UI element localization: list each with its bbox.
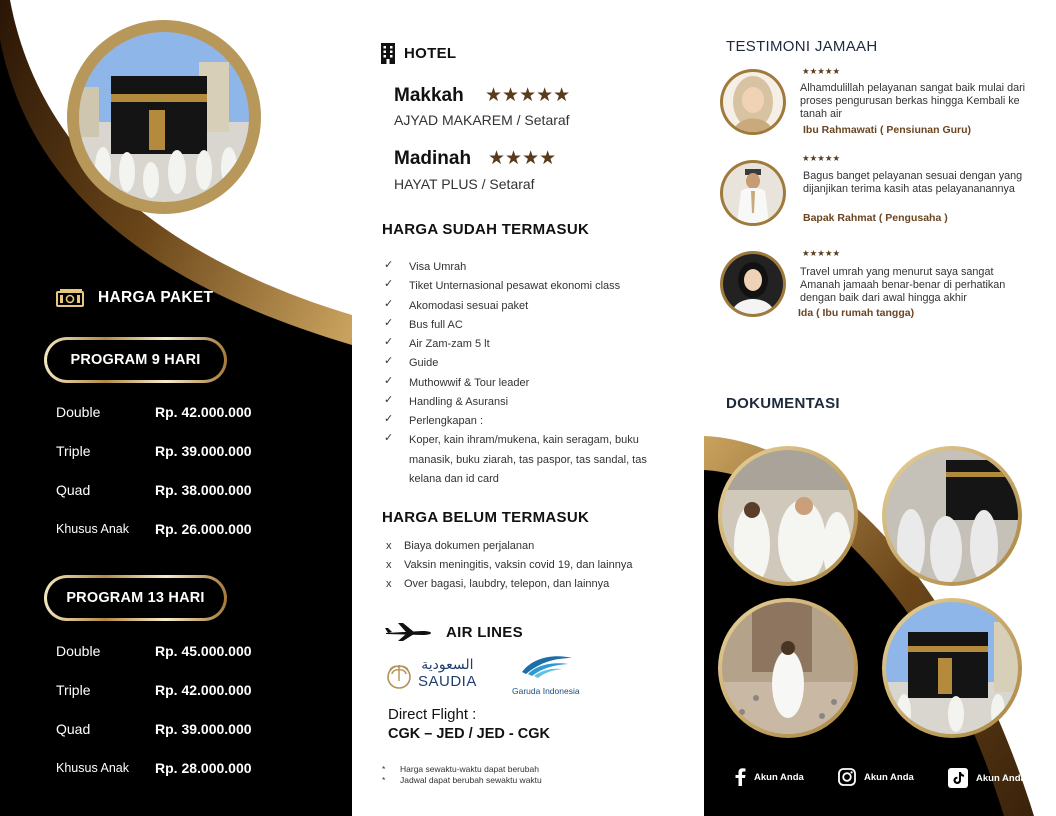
testimoni-text: Alhamdulillah pelayanan sangat baik mulai dari proses pengurusan berkas hingga Kembali ke tanah air — [800, 82, 1026, 120]
airlines-title: AIR LINES — [446, 623, 523, 641]
rating-stars: ★★★★★ — [802, 67, 841, 77]
social-label: Akun Anda — [864, 771, 914, 783]
program-9-badge — [44, 337, 227, 383]
price-row — [56, 641, 316, 661]
room-price: Rp. 39.000.000 — [155, 443, 252, 459]
check-icon: ✓ — [384, 413, 394, 425]
price-row — [56, 758, 316, 778]
testimoni-text: Travel umrah yang menurut saya sangat Amanah jamaah benar-benar di perhatikan dengan baik dari awal hingga akhir — [800, 266, 1006, 304]
avatar — [720, 160, 786, 226]
building-icon — [380, 42, 396, 64]
price-row — [56, 680, 316, 700]
saudia-logo — [386, 658, 477, 690]
room-type: Khusus Anak — [56, 522, 129, 536]
avatar — [720, 251, 786, 317]
room-price: Rp. 45.000.000 — [155, 643, 252, 659]
room-type: Double — [56, 643, 101, 659]
garuda-bird-icon — [516, 652, 576, 682]
testimoni-author: Bapak Rahmat ( Pengusaha ) — [803, 212, 948, 224]
tiktok-icon — [948, 768, 968, 788]
room-price: Rp. 26.000.000 — [155, 521, 252, 537]
price-row — [56, 480, 316, 500]
x-icon: x — [386, 559, 392, 571]
hotel-name: AJYAD MAKAREM / Setaraf — [394, 112, 570, 128]
hotel-stars: ★★★★ — [488, 147, 557, 169]
check-icon: ✓ — [384, 278, 394, 290]
airlines-heading — [384, 622, 523, 642]
hotel-heading — [380, 42, 456, 64]
room-type: Triple — [56, 443, 91, 459]
garuda-logo — [512, 652, 580, 696]
room-price: Rp. 38.000.000 — [155, 482, 252, 498]
social-label: Akun Anda — [754, 771, 804, 783]
rating-stars: ★★★★★ — [802, 154, 841, 164]
room-type: Quad — [56, 482, 91, 498]
check-icon: ✓ — [384, 375, 394, 387]
harga-paket-title: HARGA PAKET — [98, 289, 214, 306]
price-row — [56, 402, 316, 422]
check-icon: ✓ — [384, 394, 394, 406]
middle-panel: HOTEL Makkah ★★★★★ AJYAD MAKAREM / Setaraf Madinah ★★★★ HAYAT PLUS / Setaraf HARGA SUDAH TERMASUK ✓ Visa Umrah ✓ Tiket Unternasional pesawat ekonomi class ✓ Akomodasi sesuai paket ✓ Bus full AC ✓ Air Zam-zam 5 lt ✓ Guide ✓ Muthowwif & Tour leader ✓ Handling & Asuransi ✓ Perlengkapan : ✓ Koper, kain ihram/mukena, kain seragam, buku manasik, buku ziarah, tas paspor, tas sandal, tas kelana dan id card HARGA BELUM TERMASUK x Biaya dokumen perjalanan x Vaksin meningitis, vaksin covid 19, dan lainnya x Over bagasi, laubdry, telepon, dan lainnya AIR LINES السعودية SAUDIA Garuda Indonesia Direct Flight : CGK – JED / JED - CGK * Harga sewaktu-waktu dapat berubah * Jadwal dapat berubah sewaktu waktu — [352, 0, 704, 816]
social-tiktok[interactable] — [948, 768, 1026, 788]
documentation-photo — [882, 598, 1022, 738]
check-icon: ✓ — [384, 336, 394, 348]
room-price: Rp. 42.000.000 — [155, 404, 252, 420]
social-facebook[interactable] — [734, 768, 804, 786]
avatar — [720, 69, 786, 135]
room-price: Rp. 39.000.000 — [155, 721, 252, 737]
excluded-title: HARGA BELUM TERMASUK — [382, 509, 590, 526]
room-price: Rp. 42.000.000 — [155, 682, 252, 698]
check-icon: ✓ — [384, 259, 394, 271]
hotel-title: HOTEL — [404, 44, 457, 62]
note-line: * Jadwal dapat berubah sewaktu waktu — [382, 775, 542, 785]
social-label: Akun Anda — [976, 772, 1026, 784]
palm-emblem-icon — [386, 659, 412, 689]
direct-flight-label: Direct Flight : — [388, 706, 477, 723]
testimoni-author: Ibu Rahmawati ( Pensiunan Guru) — [803, 124, 972, 136]
hotel-city: Madinah — [394, 148, 472, 169]
x-icon: x — [386, 578, 392, 590]
price-row — [56, 519, 316, 539]
social-instagram[interactable] — [838, 768, 914, 786]
right-panel — [704, 0, 1056, 816]
room-price: Rp. 28.000.000 — [155, 760, 252, 776]
left-panel — [0, 0, 352, 816]
documentation-photo — [718, 446, 858, 586]
money-icon — [56, 288, 84, 308]
hotel-stars: ★★★★★ — [485, 84, 571, 106]
rating-stars: ★★★★★ — [802, 249, 841, 259]
check-icon: ✓ — [384, 298, 394, 310]
note-line: * Harga sewaktu-waktu dapat berubah — [382, 764, 539, 774]
program-9-label: PROGRAM 9 HARI — [70, 352, 201, 368]
instagram-icon — [838, 768, 856, 786]
price-row — [56, 719, 316, 739]
testimoni-title: TESTIMONI JAMAAH — [726, 38, 878, 55]
check-icon: ✓ — [384, 432, 394, 444]
room-type: Double — [56, 404, 101, 420]
room-type: Triple — [56, 682, 91, 698]
program-13-badge — [44, 575, 227, 621]
x-icon: x — [386, 540, 392, 552]
documentation-photo — [882, 446, 1022, 586]
facebook-icon — [734, 768, 746, 786]
check-icon: ✓ — [384, 317, 394, 329]
room-type: Quad — [56, 721, 91, 737]
documentation-photo — [718, 598, 858, 738]
testimoni-text: Bagus banget pelayanan sesuai dengan yang dijanjikan terima kasih atas pelayananannya — [803, 170, 1023, 195]
airplane-icon — [384, 622, 432, 642]
hotel-name: HAYAT PLUS / Setaraf — [394, 176, 535, 192]
room-type: Khusus Anak — [56, 761, 129, 775]
harga-paket-heading — [56, 288, 213, 308]
program-13-label: PROGRAM 13 HARI — [66, 590, 205, 606]
kaaba-photo — [67, 20, 261, 214]
price-row — [56, 441, 316, 461]
flight-route: CGK – JED / JED - CGK — [388, 726, 550, 742]
garuda-name: Garuda Indonesia — [512, 686, 580, 696]
dokumentasi-title: DOKUMENTASI — [726, 395, 840, 412]
check-icon: ✓ — [384, 355, 394, 367]
testimoni-author: Ida ( Ibu rumah tangga) — [798, 307, 915, 319]
saudia-name: SAUDIA — [418, 673, 477, 690]
saudia-arabic: السعودية — [421, 657, 474, 673]
hotel-city: Makkah — [394, 85, 464, 106]
included-title: HARGA SUDAH TERMASUK — [382, 221, 590, 238]
